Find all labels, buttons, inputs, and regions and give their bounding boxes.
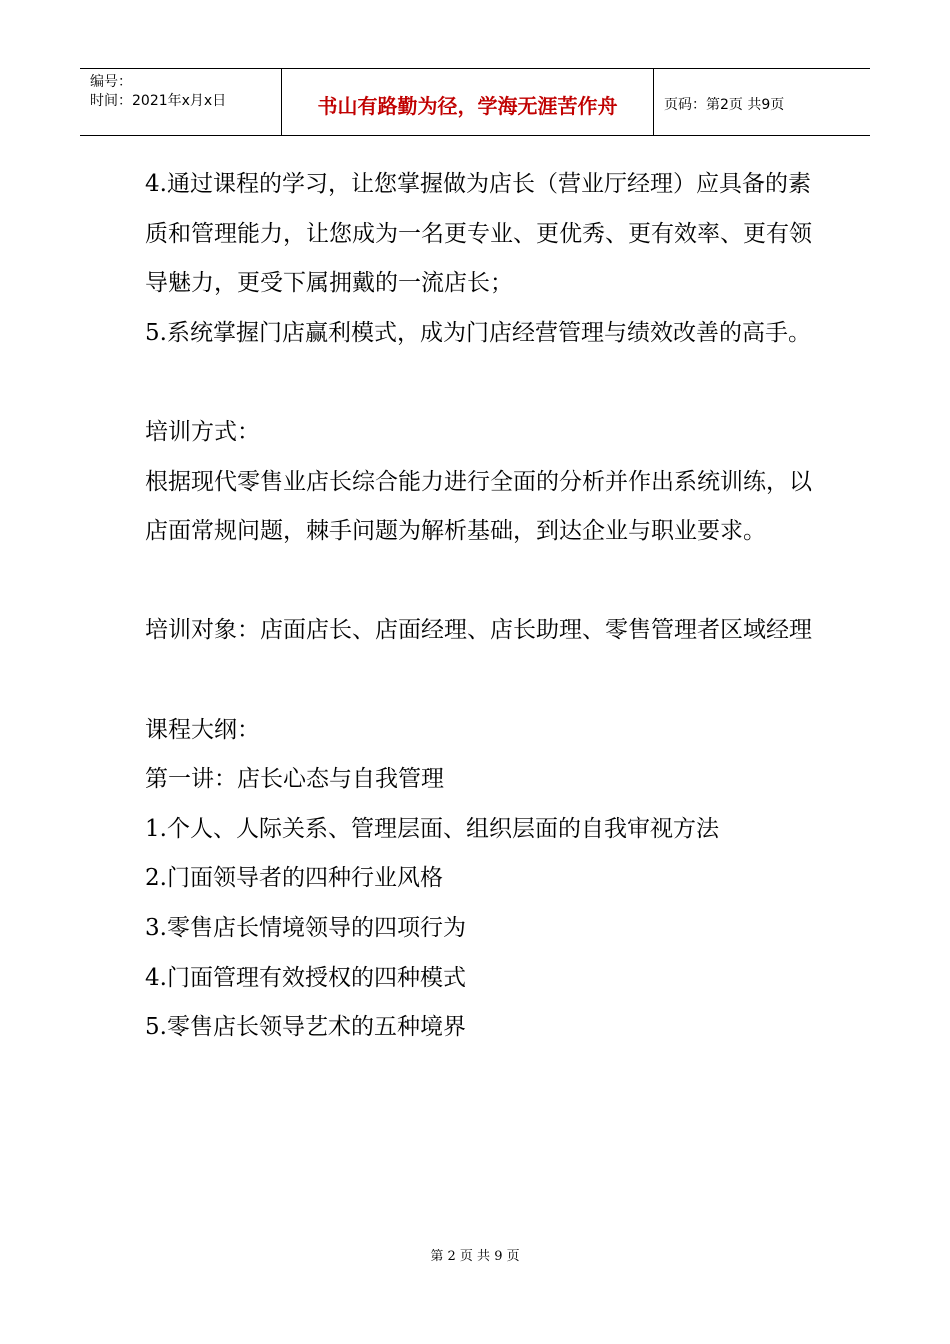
training-method-title: 培训方式：: [145, 418, 260, 445]
document-body: [145, 160, 815, 1053]
spacer: [145, 358, 815, 408]
lecture-1-item: 5.零售店长领导艺术的五种境界: [145, 1014, 466, 1041]
spacer: [145, 557, 815, 607]
spacer: [145, 656, 815, 706]
paragraph-item-4: 4.通过课程的学习，让您掌握做为店长（营业厅经理）应具备的素质和管理能力，让您成为一名更专业、更优秀、更有效率、更有领导魅力，更受下属拥戴的一流店长；: [145, 171, 812, 297]
lecture-1-item: 1.个人、人际关系、管理层面、组织层面的自我审视方法: [145, 815, 719, 842]
header-page-info: 页码：第2页 共9页: [664, 97, 785, 113]
lecture-1-title: 第一讲：店长心态与自我管理: [145, 766, 444, 793]
lecture-1-item: 2.门面领导者的四种行业风格: [145, 865, 443, 892]
training-target: 培训对象：店面店长、店面经理、店长助理、零售管理者区域经理: [145, 617, 812, 644]
page-header: [80, 68, 870, 136]
lecture-1-item: 4.门面管理有效授权的四种模式: [145, 964, 466, 991]
training-method-text: 根据现代零售业店长综合能力进行全面的分析并作出系统训练，以店面常规问题，棘手问题为解析基础，到达企业与职业要求。: [145, 468, 812, 545]
paragraph-item-5: 5.系统掌握门店赢利模式，成为门店经营管理与绩效改善的高手。: [145, 319, 811, 346]
lecture-1-item: 3.零售店长情境领导的四项行为: [145, 914, 466, 941]
page-footer: 第 2 页 共 9 页: [430, 1249, 520, 1264]
document-time-label: 时间：2021年x月x日: [90, 93, 227, 109]
outline-title: 课程大纲：: [145, 716, 260, 743]
header-motto: 书山有路勤为径，学海无涯苦作舟: [282, 69, 654, 135]
document-number-label: 编号：: [90, 74, 132, 90]
header-meta-cell: [80, 69, 282, 135]
